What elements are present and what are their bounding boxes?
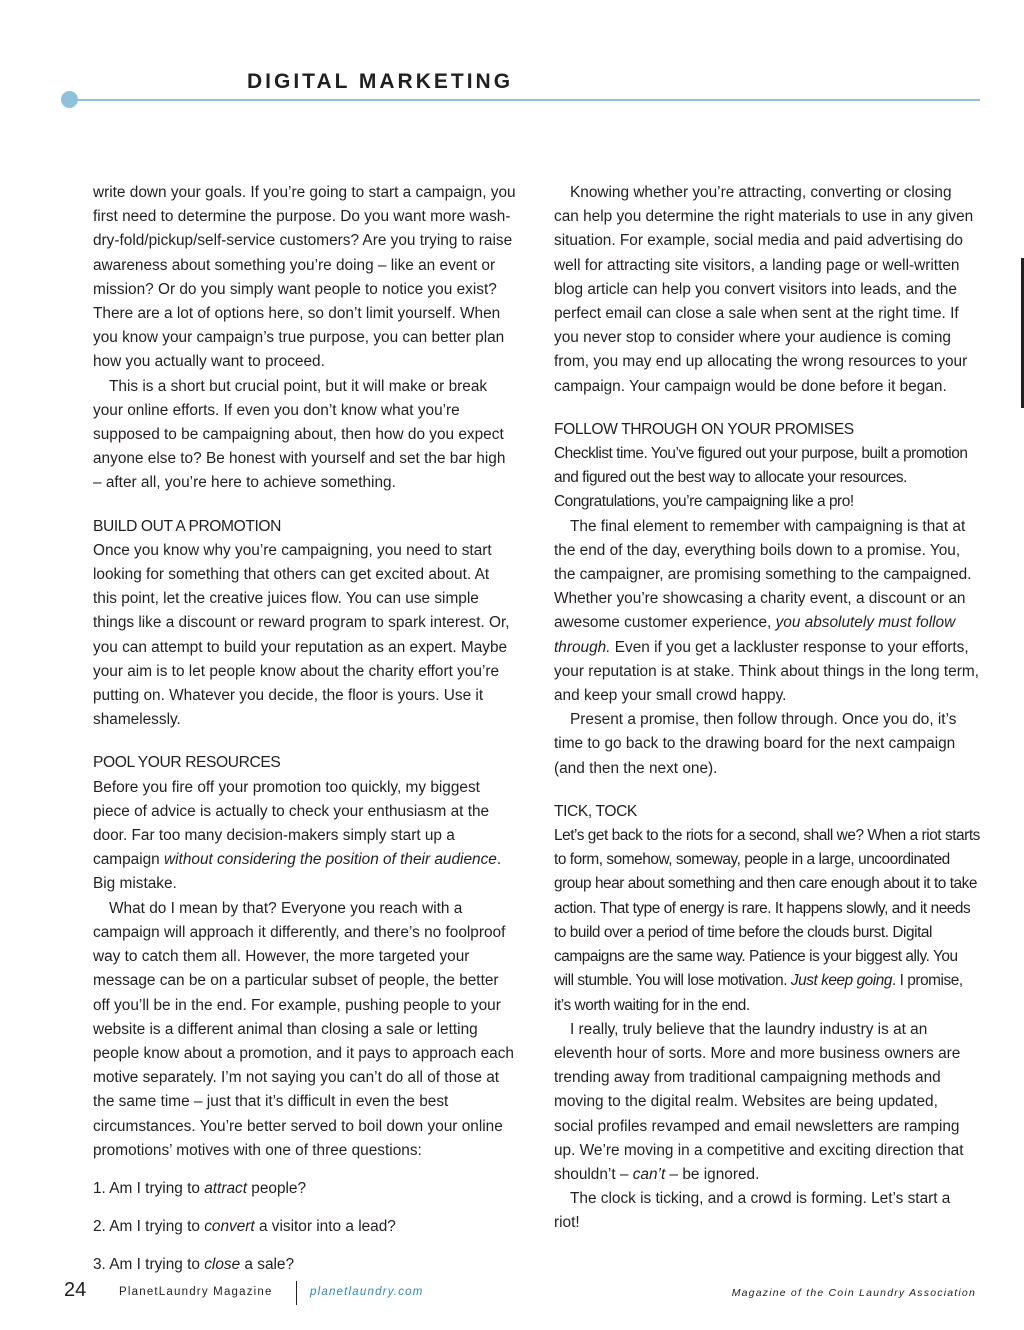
footer-divider (296, 1281, 297, 1305)
text-run: Present a promise, then follow through. Once you do, it’s time to go back to the drawing board for the next campaign (and then the next one). (554, 711, 957, 777)
emphasis-text: without considering the position of their audience (164, 851, 497, 869)
emphasis-text: attract (204, 1179, 247, 1197)
body-paragraph (554, 181, 980, 399)
article-column-left (93, 181, 517, 1278)
section-heading: BUILD OUT A PROMOTION (93, 517, 281, 535)
footer-url-link[interactable]: planetlaundry.com (310, 1286, 424, 1298)
article-column-right (554, 181, 980, 1236)
body-paragraph (93, 776, 517, 897)
text-run: – be ignored. (665, 1165, 760, 1183)
text-run: This is a short but crucial point, but it will make or break your online efforts. If even you don’t know what you’re supposed to be campaigning about, then how do you expect anyone else to? Be honest with yourself and set the bar high – after all, you’re here to achieve something. (93, 377, 506, 492)
text-run: Checklist time. You’ve figured out your purpose, built a promotion and figured out the best way to allocate your resources. Congratulations, you’re campaigning like a pro! (554, 445, 968, 511)
text-run: people? (246, 1179, 307, 1197)
text-run: a sale? (240, 1256, 295, 1274)
body-paragraph (93, 897, 517, 1163)
text-run: What do I mean by that? Everyone you reach with a campaign will approach it differently, and there’s no foolproof way to catch them all. However, the more targeted your message can be on a particular subset of people, the better off you’ll be in the end. For example, pushing people to your website is a different animal than closing a sale or letting people know about a promotion, and it pays to approach each motive separately. I’m not saying you can’t do all of those at the same time – just that it’s difficult in even the best circumstances. You’re better served to boil down your online promotions’ motives with one of three questions: (93, 899, 514, 1159)
body-paragraph (554, 442, 980, 515)
section-heading: FOLLOW THROUGH ON YOUR PROMISES (554, 420, 854, 438)
body-paragraph (554, 1018, 980, 1187)
emphasis-text: close (204, 1256, 241, 1274)
text-run: 3. Am I trying to (93, 1256, 205, 1274)
text-run: Before you fire off your promotion too quickly, my biggest piece of advice is actually to check your enthusiasm at the door. Far too many decision-makers simply start up a campaign (93, 778, 490, 869)
list-item (93, 1177, 517, 1201)
footer-magazine-name: PlanetLaundry Magazine (119, 1286, 273, 1298)
list-item (93, 1215, 517, 1239)
text-run: Even if you get a lackluster response to your efforts, your reputation is at stake. Think about things in the long term, and keep your small crowd happy. (554, 638, 979, 705)
text-run: Let’s get back to the riots for a second, shall we? When a riot starts to form, somehow, someway, people in a large, uncoordinated group hear about something and then care enough about it to take action. That type of energy is rare. It happens slowly, and it needs to build over a period of time before the clouds burst. Digital campaigns are the same way. Patience is your biggest ally. You will stumble. You will lose motivation. (554, 827, 980, 990)
body-paragraph (93, 539, 517, 733)
footer-tagline: Magazine of the Coin Laundry Association (731, 1287, 976, 1299)
list-item (93, 1253, 517, 1277)
text-run: Once you know why you’re campaigning, you need to start looking for something that others can get excited about. At this point, let the creative juices flow. You can use simple things like a discount or reward program to spark interest. Or, you can attempt to build your reputation as an expert. Maybe your aim is to let people know about the charity effort you’re putting on. Whatever you decide, the floor is yours. Use it shamelessly. (93, 541, 510, 729)
page-number: 24 (64, 1279, 87, 1301)
emphasis-text: convert (204, 1218, 255, 1236)
header-rule (70, 99, 980, 101)
section-title: DIGITAL MARKETING (247, 70, 514, 93)
body-paragraph (93, 375, 517, 496)
text-run: . I promise, it’s worth waiting for in the end. (554, 972, 963, 1014)
text-run: . Big mistake. (93, 851, 502, 893)
body-paragraph (554, 708, 980, 781)
body-paragraph (554, 824, 980, 1018)
emphasis-text: can’t (632, 1165, 666, 1183)
body-paragraph (93, 181, 517, 375)
text-run: The final element to remember with campaigning is that at the end of the day, everything boils down to a promise. You, the campaigner, are promising something to the campaigned. Whether you’re showcasing a charity event, a discount or an awesome customer experience, (554, 517, 972, 632)
section-heading: POOL YOUR RESOURCES (93, 754, 281, 772)
section-heading: TICK, TOCK (554, 802, 637, 820)
text-run: The clock is ticking, and a crowd is forming. Let’s start a riot! (554, 1190, 951, 1232)
text-run: Knowing whether you’re attracting, converting or closing can help you determine the right materials to use in any given situation. For example, social media and paid advertising do well for attracting site visitors, a landing page or well-written blog article can help you convert visitors into leads, and the perfect email can close a sale when sent at the right time. If you never stop to consider where your audience is coming from, you may end up allocating the wrong resources to your campaign. Your campaign would be done before it began. (554, 184, 974, 395)
emphasis-text: you absolutely must follow through. (554, 614, 956, 656)
body-paragraph (554, 1187, 980, 1235)
body-paragraph (554, 515, 980, 709)
text-run: a visitor into a lead? (254, 1218, 396, 1236)
text-run: 2. Am I trying to (93, 1218, 205, 1236)
text-run: I really, truly believe that the laundry industry is at an eleventh hour of sorts. More and more business owners are trending away from traditional campaigning methods and moving to the digital realm. Websites are being updated, social profiles revamped and email newsletters are ramping up. We’re moving in a competitive and exciting direction that shouldn’t – (554, 1020, 964, 1183)
emphasis-text: Just keep going (790, 972, 892, 990)
text-run: write down your goals. If you’re going to start a campaign, you first need to determine the purpose. Do you want more wash-dry-fold/pickup/self-service customers? Are you trying to raise awareness about something you’re doing – like an event or mission? Or do you simply want people to notice you exist? There are a lot of options here, so don’t limit yourself. When you know your campaign’s true purpose, you can better plan how you actually want to proceed. (93, 184, 516, 371)
text-run: 1. Am I trying to (93, 1179, 205, 1197)
